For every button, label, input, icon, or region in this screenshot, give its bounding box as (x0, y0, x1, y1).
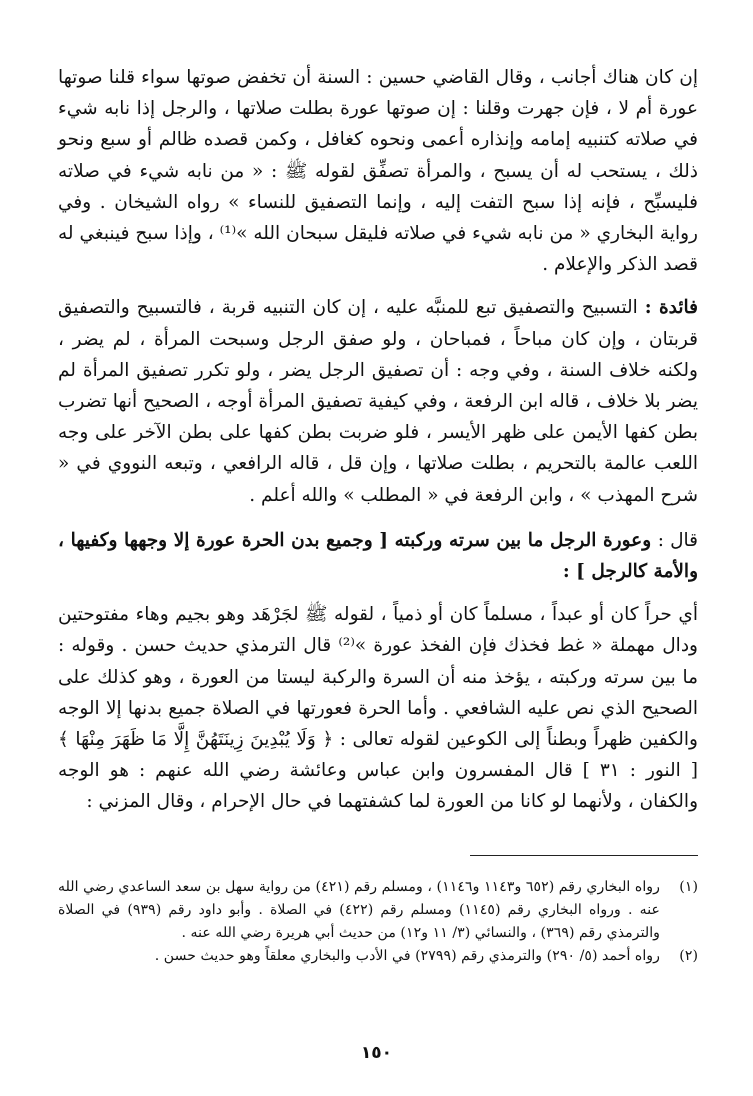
footnote-text: رواه أحمد (٥/ ٢٩٠) والترمذي رقم (٢٧٩٩) في الأدب والبخاري معلقاً وهو حديث حسن . (154, 948, 660, 964)
page-number: ١٥٠ (360, 1043, 393, 1063)
matn-text: وعورة الرجل ما بين سرته وركبته [ وجميع بدن الحرة عورة إلا وجهها وكفيها ، والأمة كالرجل ] : (58, 529, 698, 583)
footnote-2 (58, 945, 698, 968)
faidah-text: التسبيح والتصفيق تبع للمنبَّه عليه ، إن كان التنبيه قربة ، فالتسبيح والتصفيق قربتان ، وإن كان مباحاً ، فمباحان ، ولو صفق الرجل وسبحت المرأة ، لم يضر ، ولكنه خلاف السنة ، وفي وجه : أن تصفيق الرجل يضر ، ولو تكرر تصفيق المرأة لم يضر بلا خلاف ، قاله ابن الرفعة ، وفي كيفية تصفيق المرأة أوجه ، الصحيح أنها تضرب بطن كفها الأيمن على ظهر الأيسر ، فلو ضربت بطن كفها على بطن الآخر على وجه اللعب عالمة بالتحريم ، بطلت صلاتها ، وإن قل ، قاله الرافعي ، وتبعه النووي في « شرح المهذب » ، وابن الرفعة في « المطلب » والله أعلم . (58, 297, 698, 506)
paragraph-1: إن كان هناك أجانب ، وقال القاضي حسين : السنة أن تخفض صوتها سواء قلنا صوتها عورة أم لا ، فإن جهرت وقلنا : إن صوتها عورة بطلت صلاتها ، والرجل إذا نابه شيء في صلاته كتنبيه إمامه وإنذاره أعمى ونحوه كغافل ، وكمن قصده ظالم أو سبع ونحو ذلك ، يستحب له أن يسبح ، والمرأة تصفِّق لقوله ﷺ : « من نابه شيء في صلاته فليسبِّح ، فإنه إذا سبح التفت إليه ، وإنما التصفيق للنساء » رواه الشيخان . وفي رواية البخاري « من نابه شيء في صلاته فليقل سبحان الله »⁽¹⁾ ، وإذا سبح فينبغي له قصد الذكر والإعلام . (58, 67, 699, 276)
sharh-paragraph: أي حراً كان أو عبداً ، مسلماً كان أو ذمياً ، لقوله ﷺ لجَرْهَد وهو بجيم وهاء مفتوحتين ودال مهملة « غط فخذك فإن الفخذ عورة »⁽²⁾ قال الترمذي حديث حسن . وقوله : ما بين سرته وركبته ، يؤخذ منه أن السرة والركبة ليستا من العورة ، وهو كذلك على الصحيح الذي نص عليه الشافعي . وأما الحرة فعورتها في الصلاة جميع بدنها إلا الوجه والكفين ظهراً وبطناً إلى الكوعين لقوله تعالى : ﴿ وَلَا يُبْدِينَ زِينَتَهُنَّ إِلَّا مَا ظَهَرَ مِنْهَا ﴾ [ النور : ٣١ ] قال المفسرون وابن عباس وعائشة رضي الله عنهم : هو الوجه والكفان ، ولأنهما لو كانا من العورة لما كشفتهما في حال الإحرام ، وقال المزني : (58, 604, 698, 813)
faidah-label: فائدة : (644, 297, 698, 319)
footnote-number: (١) (679, 879, 698, 895)
footnote-1 (58, 876, 698, 945)
matn-label: قال : (657, 529, 698, 551)
footnote-number: (٢) (679, 948, 698, 964)
footnotes (58, 876, 698, 968)
footnote-separator (470, 855, 698, 856)
matn-paragraph (58, 525, 698, 587)
faidah-paragraph (58, 292, 698, 510)
footnote-text: رواه البخاري رقم (٦٥٢ و١١٤٣ و١١٤٦) ، ومسلم رقم (٤٢١) من رواية سهل بن سعد الساعدي رضي الله عنه . ورواه البخاري رقم (١١٤٥) ومسلم رقم (٤٢٢) في الصلاة . وأبو داود رقم (٩٣٩) في الصلاة والترمذي رقم (٣٦٩) ، والنسائي (٣/ ١١ و١٢) من حديث أبي هريرة رضي الله عنه . (58, 879, 660, 941)
main-text (58, 62, 698, 818)
